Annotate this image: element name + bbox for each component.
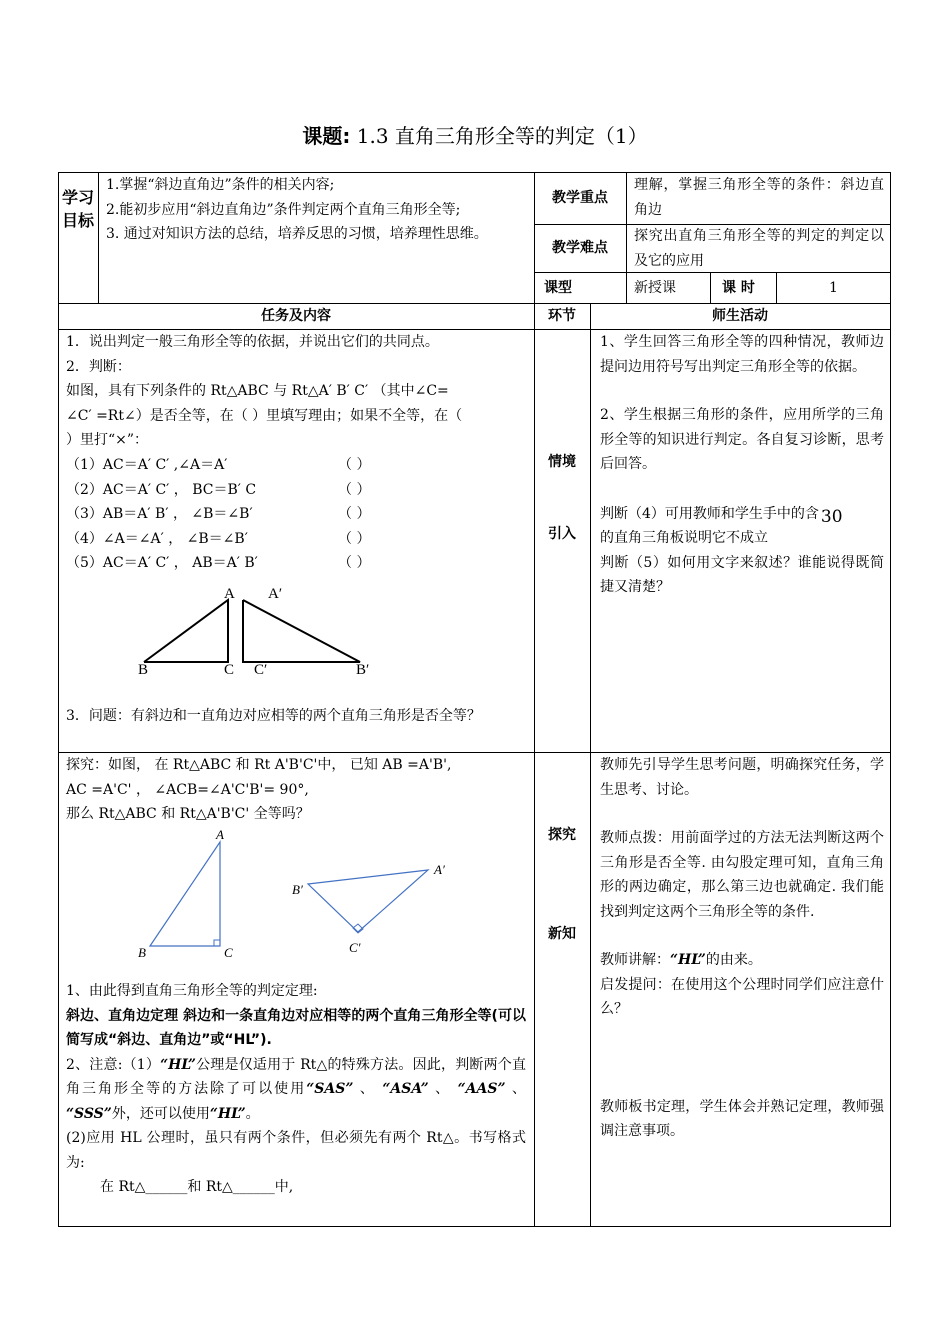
fig1-label-a: A <box>224 586 235 602</box>
key-point-label: 教学重点 <box>552 190 608 206</box>
fig1-label-b: B <box>138 662 149 678</box>
col-activity: 师生活动 <box>712 308 768 324</box>
page-title <box>0 120 950 149</box>
section2-intro: 探究：如图， 在 Rt△ABC 和 Rt A'B'C'中， 已知 AB =A'B', AC =A'C' ， ∠ACB=∠A'C'B'= 90°, 那么 Rt△ABC 和 Rt△A'B'C' 全等吗？ <box>66 757 452 822</box>
triangle-figure-1 <box>100 578 400 678</box>
title-prefix: 课题: <box>302 124 351 148</box>
difficulty-text: 探究出直角三角形全等的判定的判定以及它的应用 <box>634 228 884 269</box>
col-task: 任务及内容 <box>261 308 331 324</box>
judgement-items <box>66 453 466 576</box>
fig1-label-a-prime: A′ <box>268 586 283 602</box>
difficulty-label: 教学难点 <box>552 240 608 256</box>
stage-explore-2: 新知 <box>548 926 576 942</box>
fig2-label-c: C <box>224 945 233 960</box>
section1-activity: 1、学生回答三角形全等的四种情况，教师边提问边用符号写出判定三角形全等的依据。 2、学生根据三角形的条件，应用所学的三角形全等的知识进行判定。各自复习诊断，思考后回答。 判断（4）可用教师和学生手中的含 30 的直角三角板说明它不成立 判断（5）如何用文字来叙述？谁能说得既简捷又清楚？ <box>600 334 884 595</box>
col-stage: 环节 <box>548 308 576 324</box>
triangle-figure-2 <box>130 826 460 966</box>
stage-explore-1: 探究 <box>548 827 576 843</box>
periods-label: 课 时 <box>722 280 755 296</box>
section1-question: 3．问题：有斜边和一直角边对应相等的两个直角三角形是否全等？ <box>66 708 481 724</box>
fig2-label-a: A <box>216 827 224 842</box>
list-item: （1）AC＝A′ C′ ,∠A＝A′ （ ） <box>66 457 371 473</box>
lesson-type-value: 新授课 <box>634 280 676 296</box>
periods-value: 1 <box>829 280 838 296</box>
list-item: （5）AC＝A′ C′ ， AB＝A′ B′ （ ） <box>66 555 371 571</box>
list-item: （4）∠A＝∠A′ ， ∠B＝∠B′ （ ） <box>66 530 371 547</box>
section1-lines: 1．说出判定一般三角形全等的依据，并说出它们的共同点。 2．判断： 如图，具有下列条件的 Rt△ABC 与 Rt△A′ B′ C′ （其中∠C= ∠C′ =Rt∠）是否全等，在（ ）里填写理由；如果不全等，在（ ）里打“×”： <box>66 334 463 448</box>
section2-activity: 教师先引导学生思考问题，明确探究任务，学生思考、讨论。 教师点拨：用前面学过的方法无法判断这两个三角形是否全等. 由勾股定理可知，直角三角形的两边确定，那么第三边也就确定. 我们能找到判定这两个三角形全等的条件. 教师讲解：“HL”的由来。 启发提问：在使用这个公理时同学们应注意什么？ 教师板书定理，学生体会并熟记定理，教师强调注意事项。 <box>600 757 884 1139</box>
fig1-label-c-prime: C′ <box>254 662 268 678</box>
objectives-label: 学习目标 <box>61 188 94 230</box>
section2-body: 1、由此得到直角三角形全等的判定定理: 斜边、直角边定理 斜边和一条直角边对应相等的两个直角三角形全等(可以简写成“斜边、直角边”或“HL”). 2、注意:（1）“HL”公理是仅适用于 Rt△的特殊方法。因此，判断两个直角三角形全等的方法除了可以使用“SAS” 、 “ASA” 、 “AAS” 、 “SSS”外，还可以使用“HL”。 (2)应用 HL 公理时，虽只有两个条件，但必须先有两个 Rt△。书写格式为: 在 Rt△______和 Rt△______中, <box>66 983 527 1195</box>
objectives-text: 1.掌握“斜边直角边”条件的相关内容; 2.能初步应用“斜边直角边”条件判定两个直角三角形全等; 3. 通过对知识方法的总结，培养反思的习惯，培养理性思维。 <box>106 177 488 242</box>
fig2-label-b: B <box>138 945 146 960</box>
fig2-label-c-prime: C′ <box>349 940 361 955</box>
fig2-label-a-prime: A′ <box>434 862 445 877</box>
fig1-label-c: C <box>224 662 235 678</box>
list-item: （3）AB＝A′ B′ ， ∠B＝∠B′ （ ） <box>66 506 371 522</box>
list-item: （2）AC＝A′ C′ ， BC＝B′ C （ ） <box>66 481 371 498</box>
stage-intro-2: 引入 <box>548 526 576 542</box>
stage-intro-1: 情境 <box>548 454 576 470</box>
title-text: 1.3 直角三角形全等的判定（1） <box>350 124 648 148</box>
lesson-type-label: 课型 <box>544 280 572 296</box>
fig1-label-b-prime: B′ <box>356 662 370 678</box>
key-point-text: 理解，掌握三角形全等的条件：斜边直角边 <box>634 177 884 218</box>
fig2-label-b-prime: B′ <box>292 882 303 897</box>
